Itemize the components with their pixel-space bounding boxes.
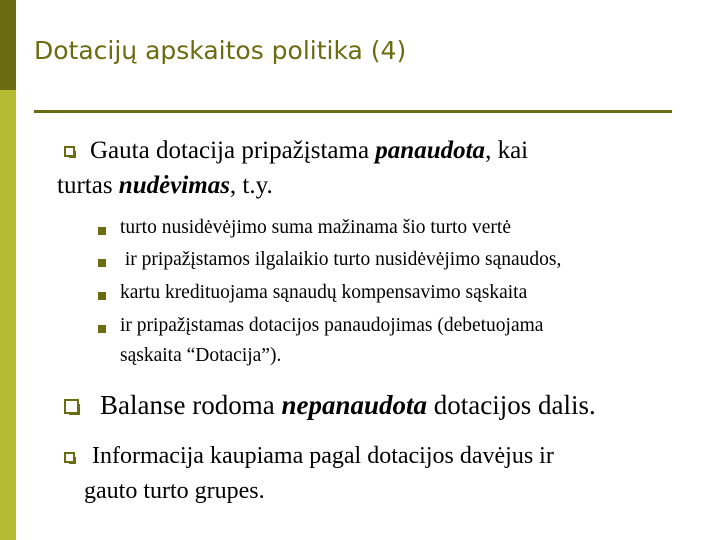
paragraph-1-emphasis-b: nudėvimas xyxy=(118,172,230,199)
paragraph-2-emphasis: nepanaudota xyxy=(281,390,427,420)
sub-item-4: ir pripažįstamas dotacijos panaudojimas (debetuojama xyxy=(120,315,544,336)
sub-item-4-continuation: sąskaita “Dotacija”). xyxy=(120,345,282,366)
square-bullet-icon xyxy=(64,399,79,414)
slide-title: Dotacijų apskaitos politika (4) xyxy=(34,36,407,65)
paragraph-3-line-2: gauto turto grupes. xyxy=(84,478,265,504)
paragraph-1-line-1 xyxy=(90,137,528,165)
square-bullet-icon xyxy=(64,146,75,157)
accent-bar-light xyxy=(0,90,16,540)
sub-bullet-icon xyxy=(98,325,106,333)
square-bullet-icon xyxy=(64,452,75,463)
sub-bullet-icon xyxy=(98,259,106,267)
sub-item-1: turto nusidėvėjimo suma mažinama šio turto vertė xyxy=(120,217,511,238)
paragraph-1-text-a: Gauta dotacija pripažįstama xyxy=(90,137,376,164)
paragraph-2-text-b: dotacijos dalis. xyxy=(427,390,596,420)
paragraph-1-emphasis-a: panaudota xyxy=(375,137,486,164)
sub-item-3: kartu kredituojama sąnaudų kompensavimo sąskaita xyxy=(120,282,528,303)
paragraph-3-line-1: Informacija kaupiama pagal dotacijos davėjus ir xyxy=(92,443,554,469)
paragraph-1-text-b: , kai xyxy=(485,137,529,164)
paragraph-2-text-a: Balanse rodoma xyxy=(100,390,282,420)
paragraph-1-text-c: turtas xyxy=(57,172,119,199)
accent-bar-dark xyxy=(0,0,16,90)
paragraph-2 xyxy=(100,390,596,421)
sub-item-2: ir pripažįstamos ilgalaikio turto nusidėvėjimo sąnaudos, xyxy=(120,249,562,270)
sub-bullet-icon xyxy=(98,292,106,300)
paragraph-1-line-2 xyxy=(57,172,273,200)
sub-bullet-icon xyxy=(98,227,106,235)
title-divider xyxy=(34,110,672,113)
paragraph-1-text-d: , t.y. xyxy=(229,172,273,199)
